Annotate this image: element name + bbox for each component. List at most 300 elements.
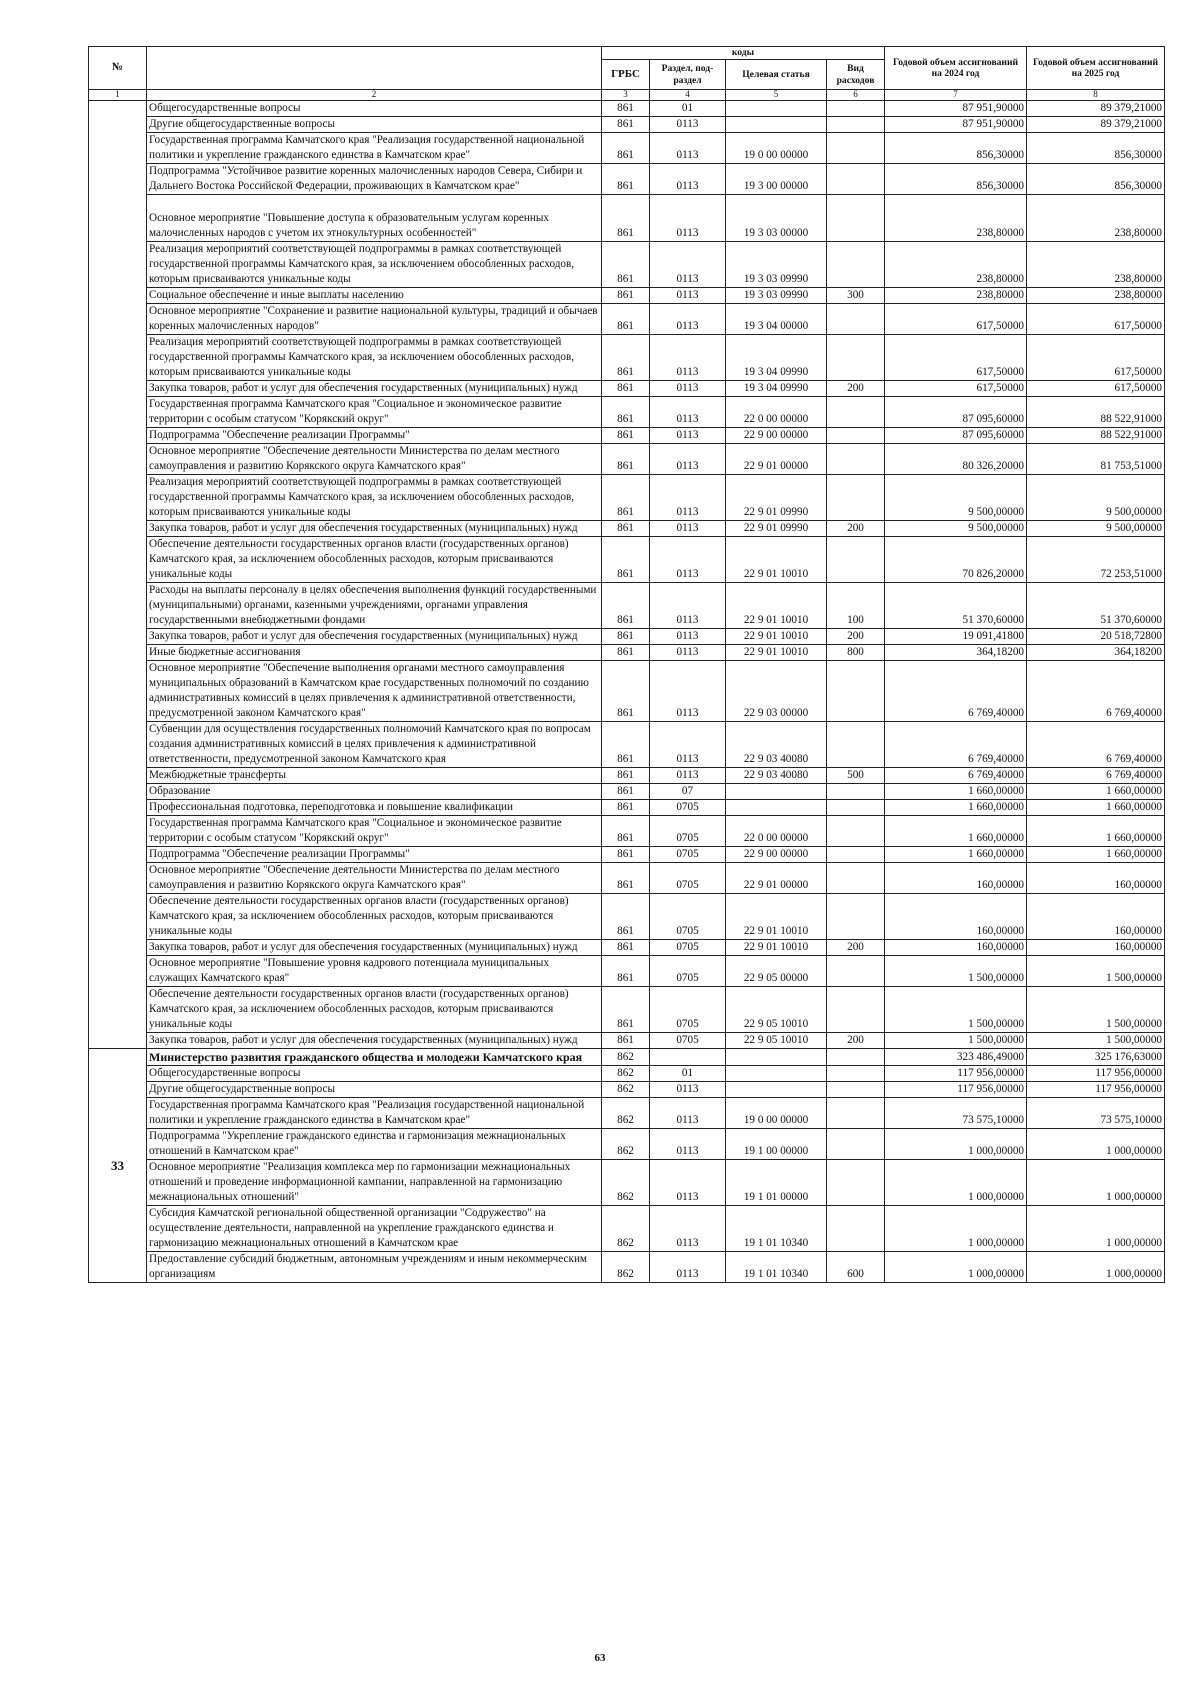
target-article-code: 19 3 03 09990 [726,287,827,303]
target-article-code: 22 9 01 00000 [726,443,827,474]
table-row [89,536,1165,582]
table-row [89,1251,1165,1282]
amount-2024: 6 769,40000 [885,660,1027,721]
section-code: 0113 [650,427,726,443]
section-code: 0113 [650,1097,726,1128]
header-grbs: ГРБС [602,60,650,90]
section-code: 0705 [650,955,726,986]
amount-2024: 87 095,60000 [885,427,1027,443]
item-name: Иные бюджетные ассигнования [147,644,602,660]
amount-2024: 1 000,00000 [885,1251,1027,1282]
section-code: 07 [650,783,726,799]
grbs-code: 862 [602,1128,650,1159]
amount-2025: 617,50000 [1027,303,1165,334]
item-name: Министерство развития гражданского общества и молодежи Камчатского края [147,1048,602,1065]
grbs-code: 861 [602,100,650,116]
amount-2025: 160,00000 [1027,939,1165,955]
table-row [89,1048,1165,1065]
expense-type-code [827,427,885,443]
item-name: Обеспечение деятельности государственных органов власти (государственных органов) Камчатского края, за исключением обособленных расходов, которым присваиваются уникальные коды [147,536,602,582]
amount-2025: 117 956,00000 [1027,1065,1165,1081]
amount-2025: 364,18200 [1027,644,1165,660]
item-name: Основное мероприятие "Обеспечение деятельности Министерства по делам местного самоуправления и развитию Корякского округа Камчатского края" [147,862,602,893]
expense-type-code: 300 [827,287,885,303]
target-article-code: 22 9 01 10010 [726,939,827,955]
header-exp-type: Вид расходов [827,60,885,90]
section-code: 0705 [650,815,726,846]
item-name: Закупка товаров, работ и услуг для обеспечения государственных (муниципальных) нужд [147,1032,602,1048]
expense-type-code [827,396,885,427]
expense-type-code [827,846,885,862]
expense-type-code [827,241,885,287]
amount-2025: 9 500,00000 [1027,520,1165,536]
table-row [89,628,1165,644]
target-article-code: 22 9 05 00000 [726,955,827,986]
amount-2024: 238,80000 [885,194,1027,241]
item-name: Основное мероприятие "Обеспечение деятельности Министерства по делам местного самоуправления и развитию Корякского округа Камчатского края" [147,443,602,474]
column-number: 1 [89,90,147,101]
table-row [89,1128,1165,1159]
column-number: 7 [885,90,1027,101]
grbs-code: 861 [602,536,650,582]
table-row [89,303,1165,334]
expense-type-code [827,1159,885,1205]
target-article-code: 19 1 01 10340 [726,1205,827,1251]
target-article-code: 22 9 05 10010 [726,986,827,1032]
grbs-code: 861 [602,163,650,194]
item-name: Основное мероприятие "Повышение доступа к образовательным услугам коренных малочисленных народов с учетом их этнокультурных особенностей" [147,194,602,241]
item-name: Подпрограмма "Обеспечение реализации Программы" [147,846,602,862]
expense-type-code [827,194,885,241]
budget-table [88,46,1165,1283]
target-article-code: 19 1 01 10340 [726,1251,827,1282]
expense-type-code [827,100,885,116]
item-name: Реализация мероприятий соответствующей подпрограммы в рамках соответствующей государственной программы Камчатского края, за исключением обособленных расходов, которым присваиваются уникальные коды [147,241,602,287]
section-code: 0113 [650,194,726,241]
amount-2025: 88 522,91000 [1027,396,1165,427]
item-name: Закупка товаров, работ и услуг для обеспечения государственных (муниципальных) нужд [147,628,602,644]
expense-type-code [827,163,885,194]
column-number: 6 [827,90,885,101]
amount-2024: 1 000,00000 [885,1159,1027,1205]
grbs-code: 861 [602,1032,650,1048]
amount-2024: 617,50000 [885,334,1027,380]
table-row [89,334,1165,380]
expense-type-code [827,660,885,721]
target-article-code: 19 3 03 09990 [726,241,827,287]
target-article-code: 22 9 01 09990 [726,474,827,520]
amount-2024: 1 500,00000 [885,955,1027,986]
amount-2025: 856,30000 [1027,163,1165,194]
table-row [89,644,1165,660]
amount-2025: 1 660,00000 [1027,846,1165,862]
section-code: 0113 [650,582,726,628]
amount-2025: 1 660,00000 [1027,783,1165,799]
expense-type-code [827,815,885,846]
grbs-code: 861 [602,334,650,380]
item-name: Обеспечение деятельности государственных органов власти (государственных органов) Камчатского края, за исключением обособленных расходов, которым присваиваются уникальные коды [147,893,602,939]
table-row [89,955,1165,986]
expense-type-code [827,1081,885,1097]
expense-type-code [827,1097,885,1128]
table-row [89,986,1165,1032]
amount-2024: 80 326,20000 [885,443,1027,474]
target-article-code: 19 3 04 09990 [726,334,827,380]
amount-2025: 72 253,51000 [1027,536,1165,582]
section-code: 0113 [650,660,726,721]
header-vol-2025: Годовой объем ассигнований на 2025 год [1027,47,1165,90]
item-name: Образование [147,783,602,799]
header-section: Раздел, под-раздел [650,60,726,90]
section-code [650,1048,726,1065]
amount-2025: 238,80000 [1027,241,1165,287]
column-number: 2 [147,90,602,101]
grbs-code: 861 [602,862,650,893]
expense-type-code [827,1048,885,1065]
table-row [89,100,1165,116]
table-row [89,799,1165,815]
table-row [89,815,1165,846]
amount-2024: 87 951,90000 [885,100,1027,116]
section-code: 01 [650,100,726,116]
section-code: 0113 [650,644,726,660]
amount-2025: 1 000,00000 [1027,1128,1165,1159]
expense-type-code [827,1065,885,1081]
item-name: Закупка товаров, работ и услуг для обеспечения государственных (муниципальных) нужд [147,520,602,536]
item-name: Основное мероприятие "Сохранение и развитие национальной культуры, традиций и обычаев коренных малочисленных народов" [147,303,602,334]
table-row [89,132,1165,163]
section-code: 0113 [650,443,726,474]
item-name: Подпрограмма "Укрепление гражданского единства и гармонизация межнациональных отношений в Камчатском крае" [147,1128,602,1159]
grbs-code: 861 [602,303,650,334]
table-body [89,100,1165,1282]
amount-2025: 81 753,51000 [1027,443,1165,474]
grbs-code: 861 [602,939,650,955]
amount-2025: 51 370,60000 [1027,582,1165,628]
section-code: 0113 [650,1159,726,1205]
section-code: 0113 [650,163,726,194]
target-article-code: 19 1 01 00000 [726,1159,827,1205]
expense-type-code [827,116,885,132]
grbs-code: 861 [602,767,650,783]
amount-2025: 160,00000 [1027,862,1165,893]
amount-2025: 6 769,40000 [1027,767,1165,783]
target-article-code: 22 9 03 00000 [726,660,827,721]
amount-2025: 1 500,00000 [1027,1032,1165,1048]
item-name: Субвенции для осуществления государственных полномочий Камчатского края по вопросам создания административных комиссий в целях привлечения к административной ответственности, предусмотренной законом Камчатского края [147,721,602,767]
expense-type-code [827,303,885,334]
table-row [89,893,1165,939]
grbs-code: 861 [602,427,650,443]
grbs-code: 861 [602,846,650,862]
target-article-code [726,116,827,132]
grbs-code: 861 [602,474,650,520]
target-article-code: 22 0 00 00000 [726,396,827,427]
expense-type-code: 100 [827,582,885,628]
section-code: 0113 [650,116,726,132]
amount-2024: 160,00000 [885,862,1027,893]
amount-2024: 160,00000 [885,893,1027,939]
item-name: Закупка товаров, работ и услуг для обеспечения государственных (муниципальных) нужд [147,380,602,396]
table-row [89,427,1165,443]
section-code: 0705 [650,799,726,815]
grbs-code: 861 [602,116,650,132]
item-name: Подпрограмма "Устойчивое развитие коренных малочисленных народов Севера, Сибири и Дальнего Востока Российской Федерации, проживающих в Камчатском крае" [147,163,602,194]
item-name: Государственная программа Камчатского края "Социальное и экономическое развитие территории с особым статусом "Корякский округ" [147,396,602,427]
target-article-code: 22 9 01 10010 [726,582,827,628]
section-code: 0113 [650,287,726,303]
target-article-code [726,1048,827,1065]
target-article-code: 19 0 00 00000 [726,132,827,163]
table-row [89,287,1165,303]
table-row [89,767,1165,783]
amount-2024: 1 660,00000 [885,783,1027,799]
target-article-code: 22 9 01 10010 [726,536,827,582]
row-number: 33 [89,1048,147,1282]
amount-2025: 856,30000 [1027,132,1165,163]
amount-2025: 617,50000 [1027,334,1165,380]
expense-type-code [827,862,885,893]
section-code: 0113 [650,1081,726,1097]
item-name: Предоставление субсидий бюджетным, автономным учреждениям и иным некоммерческим организациям [147,1251,602,1282]
expense-type-code: 200 [827,939,885,955]
amount-2024: 1 660,00000 [885,846,1027,862]
grbs-code: 861 [602,893,650,939]
column-number: 4 [650,90,726,101]
table-row [89,241,1165,287]
table-row [89,1205,1165,1251]
section-code: 0113 [650,396,726,427]
item-name: Обеспечение деятельности государственных органов власти (государственных органов) Камчатского края, за исключением обособленных расходов, которым присваиваются уникальные коды [147,986,602,1032]
column-number: 3 [602,90,650,101]
table-row [89,474,1165,520]
item-name: Общегосударственные вопросы [147,1065,602,1081]
target-article-code: 22 9 01 00000 [726,862,827,893]
grbs-code: 861 [602,582,650,628]
table-row [89,1032,1165,1048]
amount-2025: 1 660,00000 [1027,815,1165,846]
table-row [89,846,1165,862]
expense-type-code [827,783,885,799]
section-code: 0113 [650,380,726,396]
expense-type-code [827,799,885,815]
expense-type-code [827,893,885,939]
expense-type-code [827,443,885,474]
target-article-code: 22 9 00 00000 [726,427,827,443]
target-article-code: 22 9 05 10010 [726,1032,827,1048]
table-row [89,1097,1165,1128]
table-row [89,443,1165,474]
amount-2024: 160,00000 [885,939,1027,955]
item-name: Другие общегосударственные вопросы [147,116,602,132]
table-row [89,163,1165,194]
section-code: 0113 [650,536,726,582]
header-no: № [89,47,147,90]
item-name: Реализация мероприятий соответствующей подпрограммы в рамках соответствующей государственной программы Камчатского края, за исключением обособленных расходов, которым присваиваются уникальные коды [147,474,602,520]
amount-2024: 117 956,00000 [885,1081,1027,1097]
amount-2024: 117 956,00000 [885,1065,1027,1081]
item-name: Реализация мероприятий соответствующей подпрограммы в рамках соответствующей государственной программы Камчатского края, за исключением обособленных расходов, которым присваиваются уникальные коды [147,334,602,380]
expense-type-code: 800 [827,644,885,660]
table-row [89,520,1165,536]
target-article-code: 22 9 01 10010 [726,628,827,644]
target-article-code [726,799,827,815]
amount-2024: 1 500,00000 [885,1032,1027,1048]
amount-2025: 1 660,00000 [1027,799,1165,815]
amount-2024: 617,50000 [885,303,1027,334]
amount-2024: 19 091,41800 [885,628,1027,644]
expense-type-code [827,1205,885,1251]
target-article-code: 19 3 04 00000 [726,303,827,334]
amount-2024: 1 500,00000 [885,986,1027,1032]
item-name: Субсидия Камчатской региональной общественной организации "Содружество" на осуществление деятельности, направленной на укрепление гражданского единства и гармонизацию межнациональных отношений в Камчатском крае [147,1205,602,1251]
table-header [89,47,1165,101]
amount-2024: 87 095,60000 [885,396,1027,427]
grbs-code: 861 [602,644,650,660]
table-row [89,194,1165,241]
amount-2024: 1 000,00000 [885,1205,1027,1251]
amount-2025: 73 575,10000 [1027,1097,1165,1128]
target-article-code: 19 3 03 00000 [726,194,827,241]
expense-type-code: 600 [827,1251,885,1282]
section-code: 0113 [650,474,726,520]
section-code: 0113 [650,334,726,380]
amount-2025: 617,50000 [1027,380,1165,396]
item-name: Закупка товаров, работ и услуг для обеспечения государственных (муниципальных) нужд [147,939,602,955]
grbs-code: 861 [602,799,650,815]
header-name [147,47,602,90]
section-code: 01 [650,1065,726,1081]
section-code: 0113 [650,628,726,644]
grbs-code: 861 [602,287,650,303]
amount-2025: 88 522,91000 [1027,427,1165,443]
amount-2025: 1 000,00000 [1027,1159,1165,1205]
grbs-code: 861 [602,132,650,163]
expense-type-code [827,132,885,163]
header-codes: коды [602,47,885,60]
amount-2025: 238,80000 [1027,287,1165,303]
amount-2025: 238,80000 [1027,194,1165,241]
section-code: 0113 [650,767,726,783]
item-name: Другие общегосударственные вопросы [147,1081,602,1097]
expense-type-code [827,986,885,1032]
amount-2025: 325 176,63000 [1027,1048,1165,1065]
amount-2024: 1 000,00000 [885,1128,1027,1159]
grbs-code: 862 [602,1097,650,1128]
target-article-code: 22 9 03 40080 [726,767,827,783]
amount-2025: 160,00000 [1027,893,1165,939]
amount-2024: 617,50000 [885,380,1027,396]
target-article-code: 22 9 00 00000 [726,846,827,862]
item-name: Подпрограмма "Обеспечение реализации Программы" [147,427,602,443]
item-name: Государственная программа Камчатского края "Социальное и экономическое развитие территории с особым статусом "Корякский округ" [147,815,602,846]
target-article-code: 22 9 03 40080 [726,721,827,767]
amount-2024: 1 660,00000 [885,815,1027,846]
grbs-code: 861 [602,815,650,846]
expense-type-code [827,721,885,767]
item-name: Государственная программа Камчатского края "Реализация государственной национальной политики и укрепление гражданского единства в Камчатском крае" [147,1097,602,1128]
target-article-code: 22 9 01 10010 [726,644,827,660]
section-code: 0113 [650,241,726,287]
section-code: 0113 [650,1251,726,1282]
amount-2024: 87 951,90000 [885,116,1027,132]
amount-2025: 117 956,00000 [1027,1081,1165,1097]
amount-2025: 9 500,00000 [1027,474,1165,520]
target-article-code: 19 3 00 00000 [726,163,827,194]
grbs-code: 861 [602,380,650,396]
amount-2025: 6 769,40000 [1027,660,1165,721]
section-code: 0705 [650,893,726,939]
page-number: 63 [594,1652,606,1664]
table-row [89,396,1165,427]
amount-2024: 6 769,40000 [885,721,1027,767]
amount-2025: 1 500,00000 [1027,986,1165,1032]
expense-type-code: 500 [827,767,885,783]
item-name: Расходы на выплаты персоналу в целях обеспечения выполнения функций государственными (муниципальными) органами, казенными учреждениями, органами управления государственными внебюджетными фондами [147,582,602,628]
expense-type-code [827,474,885,520]
target-article-code: 19 0 00 00000 [726,1097,827,1128]
amount-2025: 89 379,21000 [1027,100,1165,116]
target-article-code: 22 9 01 10010 [726,893,827,939]
target-article-code: 19 1 00 00000 [726,1128,827,1159]
target-article-code [726,100,827,116]
section-code: 0113 [650,303,726,334]
table-row [89,1065,1165,1081]
expense-type-code [827,334,885,380]
amount-2024: 6 769,40000 [885,767,1027,783]
table-row [89,116,1165,132]
item-name: Основное мероприятие "Повышение уровня кадрового потенциала муниципальных служащих Камчатского края" [147,955,602,986]
table-row [89,1081,1165,1097]
section-code: 0705 [650,939,726,955]
table-row [89,380,1165,396]
expense-type-code: 200 [827,380,885,396]
grbs-code: 861 [602,660,650,721]
amount-2024: 856,30000 [885,132,1027,163]
section-code: 0113 [650,1128,726,1159]
item-name: Межбюджетные трансферты [147,767,602,783]
grbs-code: 862 [602,1251,650,1282]
amount-2024: 856,30000 [885,163,1027,194]
expense-type-code [827,536,885,582]
grbs-code: 861 [602,443,650,474]
grbs-code: 861 [602,520,650,536]
column-number: 8 [1027,90,1165,101]
grbs-code: 861 [602,241,650,287]
amount-2025: 1 000,00000 [1027,1205,1165,1251]
grbs-code: 861 [602,986,650,1032]
amount-2024: 9 500,00000 [885,520,1027,536]
amount-2025: 20 518,72800 [1027,628,1165,644]
amount-2024: 73 575,10000 [885,1097,1027,1128]
target-article-code [726,783,827,799]
grbs-code: 861 [602,396,650,427]
amount-2025: 89 379,21000 [1027,116,1165,132]
target-article-code: 22 9 01 09990 [726,520,827,536]
grbs-code: 862 [602,1081,650,1097]
section-code: 0705 [650,846,726,862]
table-row [89,721,1165,767]
section-code: 0705 [650,986,726,1032]
grbs-code: 861 [602,194,650,241]
amount-2024: 238,80000 [885,287,1027,303]
table-row [89,660,1165,721]
amount-2024: 51 370,60000 [885,582,1027,628]
expense-type-code [827,1128,885,1159]
amount-2024: 70 826,20000 [885,536,1027,582]
item-name: Основное мероприятие "Обеспечение выполнения органами местного самоуправления муниципальных образований в Камчатском крае государственных полномочий по созданию административных комиссий в целях привлечения к административной ответственности, предусмотренной законом Камчатского края" [147,660,602,721]
target-article-code: 19 3 04 09990 [726,380,827,396]
